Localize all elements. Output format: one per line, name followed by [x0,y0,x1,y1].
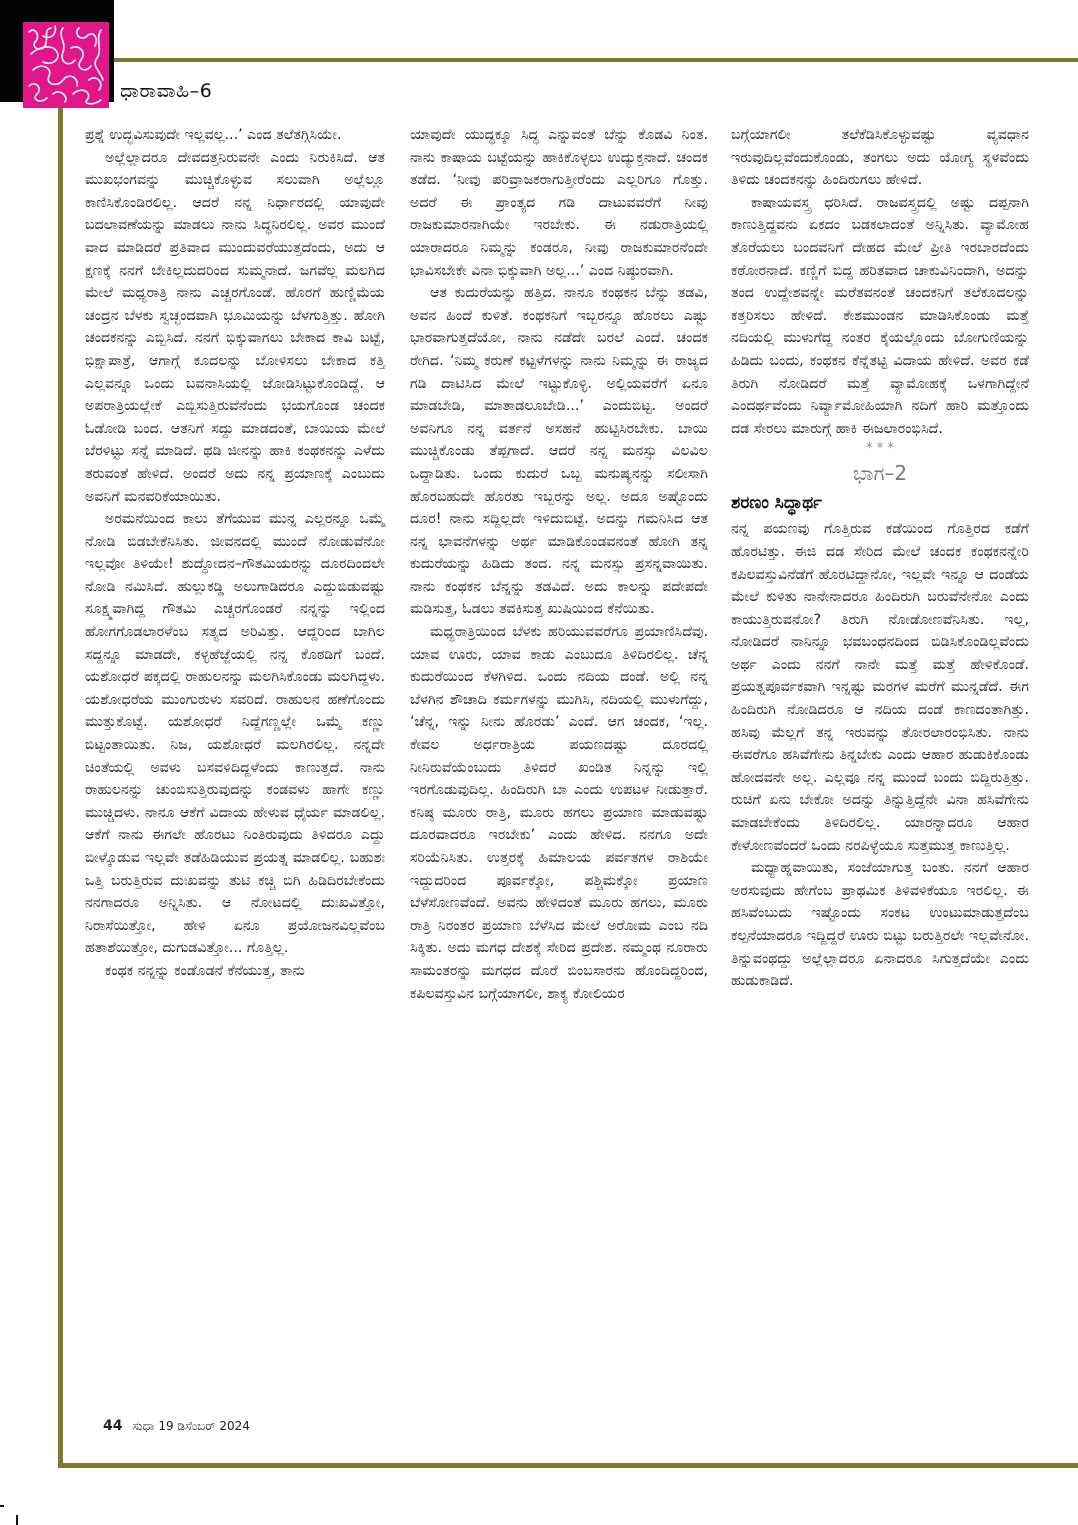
magazine-name: ಸುಧಾ [132,1419,155,1433]
paragraph: ಅರಮನೆಯಿಂದ ಕಾಲು ತೆಗೆಯುವ ಮುನ್ನ ಎಲ್ಲರನ್ನೂ ಒಮ್ಮೆ ನೋಡಿ ಬಿಡಬೇಕೆನಿಸಿತು. ಜೀವನದಲ್ಲಿ ಮುಂದೆ ನೋಡುವೆನೋ ಇಲ್ಲವೋ ತಿಳಿಯೇ! ಶುದ್ಧೋದನ–ಗೌತಮಿಯರನ್ನು ದೂರದಿಂದಲೇ ನೋಡಿ ನಮಿಸಿದೆ. ಹುಲ್ಲುಕಡ್ಡಿ ಅಲುಗಾಡಿದರೂ ಎದ್ದುಬಿಡುವಷ್ಟು ಸೂಕ್ಷ್ಮವಾಗಿದ್ದ ಗೌತಮಿ ಎಚ್ಚರಗೊಂಡರೆ ನನ್ನನ್ನು ಇಲ್ಲಿಂದ ಹೋಗಗೊಡಲಾರಳೆಂಬ ಸತ್ಯದ ಅರಿವಿತ್ತು. ಆದ್ದರಿಂದ ಬಾಗಿಲ ಸದ್ದನ್ನೂ ಮಾಡದೇ, ಕಳ್ಳಹೆಜ್ಜೆಯಲ್ಲಿ ನನ್ನ ಕೊಠಡಿಗೆ ಬಂದೆ. ಯಶೋಧರೆ ಪಕ್ಕದಲ್ಲಿ ರಾಹುಲನನ್ನು ಮಲಗಿಸಿಕೊಂಡು ಮಲಗಿದ್ದಳು. ಯಶೋಧರೆಯ ಮುಂಗುರುಳು ಸವರಿದೆ. ರಾಹುಲನ ಹಣೆಗೊಂದು ಮುತ್ತುಕೊಟ್ಟೆ. ಯಶೋಧರೆ ನಿದ್ದೆಗಣ್ಣಲ್ಲೇ ಒಮ್ಮೆ ಕಣ್ಣು ಬಿಟ್ಟಂತಾಯಿತು. ನಿಜ, ಯಶೋಧರೆ ಮಲಗಿರಲಿಲ್ಲ. ನನ್ನದೇ ಚಿಂತೆಯಲ್ಲಿ ಅವಳು ಬಸವಳಿದಿದ್ದಳೆಂದು ಕಾಣುತ್ತದೆ. ನಾನು ರಾಹುಲನನ್ನು ಚುಂಬಿಸುತ್ತಿರುವುದನ್ನು ಕಂಡವಳು ಹಾಗೇ ಕಣ್ಣು ಮುಚ್ಚಿದಳು. ನಾನೂ ಆಕೆಗೆ ವಿದಾಯ ಹೇಳುವ ಧೈರ್ಯ ಮಾಡಲಿಲ್ಲ. ಆಕೆಗೆ ನಾನು ಈಗಲೇ ಹೊರಟು ನಿಂತಿರುವುದು ತಿಳಿದರೂ ಎದ್ದು ಬೀಳ್ಕೊಡುವ ಇಲ್ಲವೇ ತಡೆಹಿಡಿಯುವ ಪ್ರಯತ್ನ ಮಾಡಲಿಲ್ಲ. ಬಹುಶಃ ಒತ್ತಿ ಬರುತ್ತಿರುವ ದುಃಖವನ್ನು ತುಟಿ ಕಚ್ಚಿ ಬಿಗಿ ಹಿಡಿದಿರಬೇಕೆಂದು ನನಗಾದರೂ ಅನ್ನಿಸಿತು. ಆ ನೋಟದಲ್ಲಿ ದುಃಖವಿತ್ತೋ, ನಿರಾಸೆಯಿತ್ತೋ, ಹೇಳಿ ಏನೂ ಪ್ರಯೋಜನವಿಲ್ಲವೆಂಬ ಹತಾಶೆಯಿತ್ತೋ, ದುಗುಡವಿತ್ತೋ... ಗೊತ್ತಿಲ್ಲ. [85,511,385,957]
article-column-3 [731,124,1029,993]
paragraph: ಪ್ರಶ್ನೆ ಉದ್ಭವಿಸುವುದೇ ಇಲ್ಲವಲ್ಲ...’ ಎಂದ ತಲೆತಗ್ಗಿಸಿಯೇ. [85,127,342,143]
crop-mark [0,1505,4,1507]
paragraph: ಬಗ್ಗೆಯಾಗಲೀ ತಲೆಕೆಡಿಸಿಕೊಳ್ಳುವಷ್ಟು ವ್ಯವಧಾನ ಇರುವುದಿಲ್ಲವೆಂದುಕೊಂಡು, ತಂಗಲು ಅದು ಯೋಗ್ಯ ಸ್ಥಳವೆಂದು ತಿಳಿದು ಚಂದಕನನ್ನು ಹಿಂದಿರುಗಲು ಹೇಳಿದೆ. [731,127,1029,189]
page-footer [103,1418,250,1434]
page-number: 44 [103,1418,123,1434]
paragraph: ಆತ ಕುದುರೆಯನ್ನು ಹತ್ತಿದ. ನಾನೂ ಕಂಥಕನ ಬೆನ್ನು ತಡವಿ, ಅವನ ಹಿಂದೆ ಕುಳಿತೆ. ಕಂಥಕನಿಗೆ ಇಬ್ಬರನ್ನೂ ಹೊರಲು ಎಷ್ಟು ಭಾರವಾಗುತ್ತದೆಯೋ, ನಾನು ನಡೆದೇ ಬರಲೆ ಎಂದೆ. ಚಂದಕ ರೇಗಿದ. ‘ನಿಮ್ಮ ಕರುಣೆ ಕಟ್ಟಳೆಗಳನ್ನು ನಾನು ನಿಮ್ಮನ್ನು ಈ ರಾಜ್ಯದ ಗಡಿ ದಾಟಿಸಿದ ಮೇಲೆ ಇಟ್ಟುಕೊಳ್ಳಿ. ಅಲ್ಲಿಯವರೆಗೆ ಏನೂ ಮಾಡಬೇಡಿ, ಮಾತಾಡಲೂಬೇಡಿ...’ ಎಂದುಬಿಟ್ಟ. ಅಂದರೆ ಅವನಿಗೂ ನನ್ನ ವರ್ತನೆ ಅಸಹನೆ ಹುಟ್ಟಿಸಿರಬೇಕು. ಬಾಯಿ ಮುಚ್ಚಿಕೊಂಡು ತೆಪ್ಪಗಾದೆ. ಆದರೆ ನನ್ನ ಮನಸ್ಸು ವಿಲವಿಲ ಒದ್ದಾಡಿತು. ಒಂದು ಕುದುರೆ ಒಬ್ಬ ಮನುಷ್ಯನನ್ನು ಸಲೀಸಾಗಿ ಹೊರಬಹುದೇ ಹೊರತು ಇಬ್ಬರನ್ನು ಅಲ್ಲ. ಅದೂ ಅಷ್ಟೊಂದು ದೂರ! ನಾನು ಸದ್ದಿಲ್ಲದೇ ಇಳಿದುಬಿಟ್ಟೆ. ಅದನ್ನು ಗಮನಿಸಿದ ಆತ ನನ್ನ ಭಾವನೆಗಳನ್ನು ಅರ್ಥ ಮಾಡಿಕೊಂಡವನಂತೆ ಹೋಗಿ ತನ್ನ ಕುದುರೆಯನ್ನು ಹಿಡಿದು ತಂದ. ನನ್ನ ಮನಸ್ಸು ಪ್ರಸನ್ನವಾಯಿತು. ನಾನು ಕಂಥಕನ ಬೆನ್ನನ್ನು ತಡವಿದೆ. ಅದು ಕಾಲನ್ನು ಪದೇಪದೇ ಮಡಿಸುತ್ತ, ಓಡಲು ತವಕಿಸುತ್ತ ಖುಷಿಯಿಂದ ಕೆನೆಯಿತು. [410,285,708,618]
paragraph: ಯಾವುದೇ ಯುದ್ಧಕ್ಕೂ ಸಿದ್ಧ ಎನ್ನುವಂತೆ ಬೆನ್ನು ಕೊಡವಿ ನಿಂತ. ನಾನು ಕಾಷಾಯ ಬಟ್ಟೆಯನ್ನು ಹಾಕಿಕೊಳ್ಳಲು ಉದ್ಯುಕ್ತನಾದೆ. ಚಂದಕ ತಡೆದ. ‘ನೀವು ಪರಿವ್ರಾಜಕರಾಗುತ್ತೀರೆಂದು ಎಲ್ಲರಿಗೂ ಗೊತ್ತು. ಅದರೆ ಈ ಪ್ರಾಂತ್ಯದ ಗಡಿ ದಾಟುವವರೆಗೆ ನೀವು ರಾಜಕುಮಾರನಾಗಿಯೇ ಇರಬೇಕು. ಈ ನಡುರಾತ್ರಿಯಲ್ಲಿ ಯಾರಾದರೂ ನಿಮ್ಮನ್ನು ಕಂಡರೂ, ನೀವು ರಾಜಕುಮಾರನೆಂದೇ ಭಾವಿಸಬೇಕೇ ವಿನಾ ಭಿಕ್ಕುವಾಗಿ ಅಲ್ಲ...’ ಎಂದ ನಿಷ್ಠುರವಾಗಿ. [410,127,708,279]
frame-left-rule [58,108,63,1466]
section-title: ಶರಣಂ ಸಿದ್ಧಾರ್ಥ [731,493,822,514]
article-column-2 [410,124,708,1005]
frame-top-rule [114,58,1078,62]
paragraph: ಮಧ್ಯಾಹ್ನವಾಯಿತು, ಸಂಜೆಯಾಗುತ್ತ ಬಂತು. ನನಗೆ ಆಹಾರ ಅರಸುವುದು ಹೇಗೆಂಬ ಪ್ರಾಥಮಿಕ ತಿಳಿವಳಿಕೆಯೂ ಇರಲಿಲ್ಲ. ಈ ಹಸಿವೆಂಬುದು ಇಷ್ಟೊಂದು ಸಂಕಟ ಉಂಟುಮಾಡುತ್ತದೆಂಬ ಕಲ್ಪನೆಯಾದರೂ ಇದ್ದಿದ್ದರೆ ಊರು ಬಿಟ್ಟು ಬರುತ್ತಿರಲೇ ಇಲ್ಲವೇನೋ. ತಿನ್ನುವಂಥದ್ದು ಅಲ್ಲೆಲ್ಲಾದರೂ ಏನಾದರೂ ಸಿಗುತ್ತದೆಯೇ ಎಂದು ಹುಡುಕಾಡಿದೆ. [731,860,1029,990]
series-title: ಧಾರಾವಾಹಿ–6 [120,80,213,102]
frame-bottom-rule [58,1463,1078,1468]
crop-mark [16,1515,18,1525]
paragraph: ಕಾಷಾಯವಸ್ತ್ರ ಧರಿಸಿದೆ. ರಾಜವಸ್ತ್ರದಲ್ಲಿ ಅಷ್ಟು ದಪ್ಪನಾಗಿ ಕಾಣುತ್ತಿದ್ದವನು ಏಕದಂ ಬಡಕಲಾದಂತೆ ಅನ್ನಿಸಿತು. ವ್ಯಾಮೋಹ ತೊರೆಯಲು ಬಂದವನಿಗೆ ದೇಹದ ಮೇಲೆ ಪ್ರೀತಿ ಇರಬಾರದೆಂದು ಕಠೋರನಾದೆ. ಕಣ್ಣಿಗೆ ಬಿದ್ದ ಹರಿತವಾದ ಚಾಕುವಿನಿಂದಾಗಿ, ಅದನ್ನು ತಂದ ಉದ್ದೇಶವನ್ನೇ ಮರೆತವನಂತೆ ಚಂದಕನಿಗೆ ತಲೆಕೂದಲನ್ನು ಕತ್ತರಿಸಲು ಹೇಳಿದೆ. ಕೇಶಮುಂಡನ ಮಾಡಿಸಿಕೊಂಡು ಮತ್ತೆ ನದಿಯಲ್ಲಿ ಮುಳುಗೆದ್ದ ನಂತರ ಕೈಯಲ್ಲೊಂದು ಬೋಗುಣಿಯನ್ನು ಹಿಡಿದು ಬಂದು, ಕಂಥಕನ ಕೆನ್ನೆತಟ್ಟಿ ವಿದಾಯ ಹೇಳಿದೆ. ಅವರ ಕಡೆ ತಿರುಗಿ ನೋಡಿದರೆ ಮತ್ತೆ ವ್ಯಾಮೋಹಕ್ಕೆ ಒಳಗಾಗಿದ್ದೇನೆ ಎಂದರ್ಥವೆಂದು ನಿರ್ವ್ಯಾಮೋಹಿಯಾಗಿ ನದಿಗೆ ಹಾರಿ ಮತ್ತೊಂದು ದಡ ಸೇರಲು ಮಾರುಗ್ಗೆ ಹಾಕಿ ಈಜಲಾರಂಭಿಸಿದೆ. [731,194,1029,437]
paragraph: ಅಲ್ಲೆಲ್ಲಾದರೂ ದೇವದತ್ತನಿರುವನೇ ಎಂದು ನಿರುಕಿಸಿದೆ. ಆತ ಮುಖಭಂಗವನ್ನು ಮುಚ್ಚಿಕೊಳ್ಳುವ ಸಲುವಾಗಿ ಅಲ್ಲೆಲ್ಲೂ ಕಾಣಿಸಿಕೊಂಡಿರಲಿಲ್ಲ. ಆದರೆ ನನ್ನ ನಿರ್ಧಾರದಲ್ಲಿ ಯಾವುದೇ ಬದಲಾವಣೆಯನ್ನು ಮಾಡಲು ನಾನು ಸಿದ್ಧನಿರಲಿಲ್ಲ. ಅವರ ಮುಂದೆ ವಾದ ಮಾಡಿದರೆ ಪ್ರತಿವಾದ ಮುಂದುವರೆಯುತ್ತದೆಂದು, ಅದು ಆ ಕ್ಷಣಕ್ಕೆ ನನಗೆ ಬೇಕಿಲ್ಲದುದರಿಂದ ಸುಮ್ಮನಾದೆ. ಜಗವೆಲ್ಲ ಮಲಗಿದ ಮೇಲೆ ಮಧ್ಯರಾತ್ರಿ ನಾನು ಎಚ್ಚರಗೊಂಡೆ. ಹೊರಗೆ ಹುಣ್ಣಿಮೆಯ ಚಂದ್ರನ ಬೆಳಕು ಸ್ವಚ್ಛಂದವಾಗಿ ಭೂಮಿಯನ್ನು ಬೆಳಗುತ್ತಿತ್ತು. ಹೋಗಿ ಚಂದಕನನ್ನು ಎಬ್ಬಿಸಿದೆ. ನನಗೆ ಭಿಕ್ಕುವಾಗಲು ಬೇಕಾದ ಕಾವಿ ಬಟ್ಟೆ, ಭಿಕ್ಷಾಪಾತ್ರೆ, ಆಗಾಗ್ಗೆ ಕೂದಲನ್ನು ಬೋಳಿಸಲು ಬೇಕಾದ ಕತ್ತಿ ಎಲ್ಲವನ್ನೂ ಒಂದು ಬವನಾಸಿಯಲ್ಲಿ ಜೋಡಿಸಿಟ್ಟುಕೊಂಡಿದ್ದೆ. ಆ ಅಪರಾತ್ರಿಯಲ್ಲೇಕೆ ಎಬ್ಬಿಸುತ್ತಿರುವೆನೆಂದು ಭಯಗೊಂಡ ಚಂದಕ ಓಡೋಡಿ ಬಂದ. ಆತನಿಗೆ ಸದ್ದು ಮಾಡದಂತೆ, ಬಾಯಿಯ ಮೇಲೆ ಬೆರಳಿಟ್ಟು ಸನ್ನೆ ಮಾಡಿದೆ. ಥಡಿ ಜೀನನ್ನು ಹಾಕಿ ಕಂಥಕನನ್ನು ಎಳೆದು ತರುವಂತೆ ಹೇಳಿದೆ. ಅಂದರೆ ಅದು ನನ್ನ ಪ್ರಯಾಣಕ್ಕೆ ಎಂಬುದು ಅವನಿಗೆ ಮನವರಿಕೆಯಾಯಿತು. [85,149,385,505]
part-label: ಭಾಗ–2 [852,461,908,486]
issue-date: 19 ಡಿಸೆಂಬರ್ 2024 [158,1419,250,1433]
paragraph: ಮಧ್ಯರಾತ್ರಿಯಿಂದ ಬೆಳಕು ಹರಿಯುವವರೆಗೂ ಪ್ರಯಾಣಿಸಿದೆವು. ಯಾವ ಊರು, ಯಾವ ಕಾಡು ಎಂಬುದೂ ತಿಳಿದಿರಲಿಲ್ಲ. ಚೆನ್ನ ಕುದುರೆಯಿಂದ ಕೆಳಗಿಳಿದ. ಒಂದು ನದಿಯ ದಂಡೆ. ಅಲ್ಲಿ ನನ್ನ ಬೆಳಗಿನ ಶೌಚಾದಿ ಕರ್ಮಗಳನ್ನು ಮುಗಿಸಿ, ನದಿಯಲ್ಲಿ ಮುಳುಗೆದ್ದು, ‘ಚೆನ್ನ, ಇನ್ನು ನೀನು ಹೊರಡು’ ಎಂದೆ. ಆಗ ಚಂದಕ, ‘ಇಲ್ಲ. ಕೇವಲ ಅರ್ಧರಾತ್ರಿಯ ಪಯಣದಷ್ಟು ದೂರದಲ್ಲಿ ನೀನಿರುವೆಯೆಂಬುದು ತಿಳಿದರೆ ಖಂಡಿತ ನಿನ್ನನ್ನು ಇಲ್ಲಿ ಇರಗೊಡುವುದಿಲ್ಲ. ಹಿಂದಿರುಗಿ ಬಾ ಎಂದು ಉಪಟಳ ನೀಡುತ್ತಾರೆ. ಕನಿಷ್ಠ ಮೂರು ರಾತ್ರಿ, ಮೂರು ಹಗಲು ಪ್ರಯಾಣ ಮಾಡುವಷ್ಟು ದೂರವಾದರೂ ಇರಬೇಕು’ ಎಂದು ಹೇಳಿದ. ನನಗೂ ಅದೇ ಸರಿಯೆನಿಸಿತು. ಉತ್ತರಕ್ಕೆ ಹಿಮಾಲಯ ಪರ್ವತಗಳ ರಾಶಿಯೇ ಇದ್ದುದರಿಂದ ಪೂರ್ವಕ್ಕೋ, ಪಶ್ಚಿಮಕ್ಕೋ ಪ್ರಯಾಣ ಬೆಳೆಸೋಣವೆಂದೆ. ಅವನು ಹೇಳಿದಂತೆ ಮೂರು ಹಗಲು, ಮೂರು ರಾತ್ರಿ ನಿರಂತರ ಪ್ರಯಾಣ ಬೆಳೆಸಿದ ಮೇಲೆ ಅರೋಮ ಎಂಬ ನದಿ ಸಿಕ್ಕಿತು. ಅದು ಮಗಧ ದೇಶಕ್ಕೆ ಸೇರಿದ ಪ್ರದೇಶ. ನಮ್ಮಂಥ ನೂರಾರು ಸಾಮಂತರನ್ನು ಮಗಧದ ದೊರೆ ಬಿಂಬಸಾರನು ಹೊಂದಿದ್ದರಿಂದ, ಕಪಿಲವಸ್ತುವಿನ ಬಗ್ಗೆಯಾಗಲೀ, ಶಾಕ್ಯ ಕೋಲಿಯರ [410,624,708,1002]
magenta-squiggle-logo-icon [23,22,109,108]
section-separator: * * * [866,441,894,457]
article-column-1 [85,124,385,983]
paragraph: ನನ್ನ ಪಯಣವು ಗೊತ್ತಿರುವ ಕಡೆಯಿಂದ ಗೊತ್ತಿರದ ಕಡೆಗೆ ಹೊರಟಿತ್ತು. ಈಜಿ ದಡ ಸೇರಿದ ಮೇಲೆ ಚಂದಕ ಕಂಥಕನನ್ನೇರಿ ಕಪಿಲವಸ್ತುವಿನೆಡೆಗೆ ಹೊರಟಿದ್ದಾನೋ, ಇಲ್ಲವೇ ಇನ್ನೂ ಆ ದಂಡೆಯ ಮೇಲೆ ಕುಳಿತು ನಾನೇನಾದರೂ ಹಿಂದಿರುಗಿ ಬರುವೆನೇನೋ ಎಂದು ಕಾಯುತ್ತಿರುವನೋ? ತಿರುಗಿ ನೋಡೋಣವೆನಿಸಿತು. ಇಲ್ಲ, ನೋಡಿದರೆ ನಾನಿನ್ನೂ ಭವಬಂಧನದಿಂದ ಬಿಡಿಸಿಕೊಂಡಿಲ್ಲವೆಂದು ಅರ್ಥ ಎಂದು ನನಗೆ ನಾನೇ ಮತ್ತೆ ಮತ್ತೆ ಹೇಳಿಕೊಂಡೆ. ಪ್ರಯತ್ನಪೂರ್ವಕವಾಗಿ ಇನ್ನಷ್ಟು ಮರಗಳ ಮರೆಗೆ ಮುನ್ನಡೆದೆ. ಈಗ ಹಿಂದಿರುಗಿ ನೋಡಿದರೂ ಆ ನದಿಯ ದಂಡೆ ಕಾಣದಂತಾಗಿತ್ತು. ಹಸಿವು ಮೆಲ್ಲಗೆ ತನ್ನ ಇರುವನ್ನು ತೋರಲಾರಂಭಿಸಿತು. ನಾನು ಈವರೆಗೂ ಹಸಿವೆಗೇನು ತಿನ್ನಬೇಕು ಎಂದು ಆಹಾರ ಹುಡುಕಿಕೊಂಡು ಹೋದವನೇ ಅಲ್ಲ. ಎಲ್ಲವೂ ನನ್ನ ಮುಂದೆ ಬಂದು ಬಿದ್ದಿರುತ್ತಿತ್ತು. ರುಚಿಗೆ ಏನು ಬೇಕೋ ಅದನ್ನು ತಿನ್ನುತ್ತಿದ್ದೆನೇ ವಿನಾ ಹಸಿವೆಗೇನು ಮಾಡಬೇಕೆಂದು ತಿಳಿದಿರಲಿಲ್ಲ. ಯಾರನ್ನಾದರೂ ಆಹಾರ ಕೇಳೋಣವೆಂದರೆ ಒಂದು ನರಪಿಳ್ಳೆಯೂ ಸುತ್ತಮುತ್ತ ಕಾಣುತ್ತಿಲ್ಲ. [731,521,1029,854]
paragraph: ಕಂಥಕ ನನ್ನನ್ನು ಕಂಡೊಡನೆ ಕೆನೆಯುತ್ತ, ತಾನು [105,962,305,979]
